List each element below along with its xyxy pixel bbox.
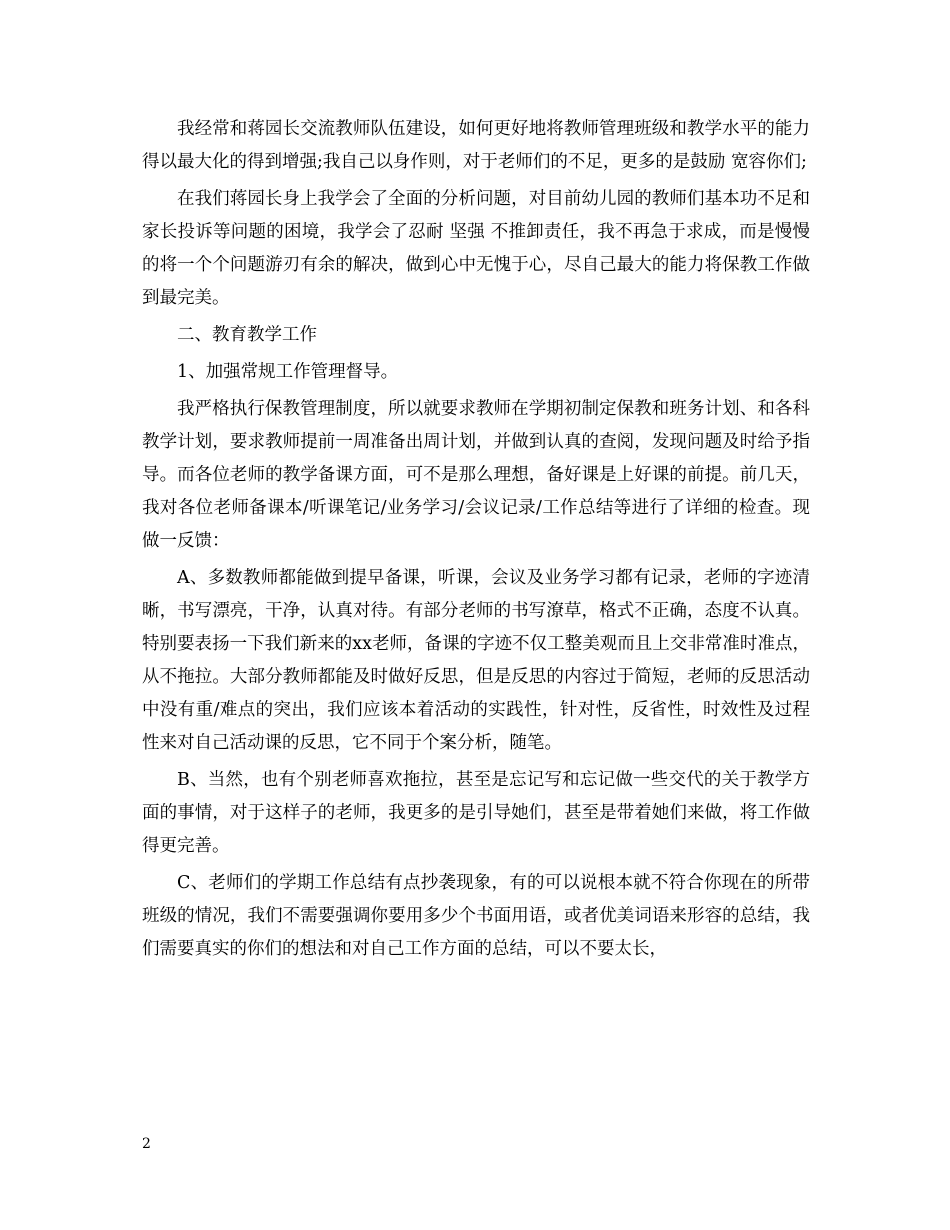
document-body	[142, 113, 810, 966]
page-number: 2	[142, 1136, 151, 1152]
section-heading: 二、教育教学工作	[177, 325, 317, 345]
paragraph-2: 在我们蒋园长身上我学会了全面的分析问题，对目前幼儿园的教师们基本功不足和家长投诉等问题的困境，我学会了忍耐 坚强 不推卸责任，我不再急于求成，而是慢慢的将一个个问题游刃有余的解决，做到心中无愧于心，尽自己最大的能力将保教工作做到最完美。	[142, 189, 810, 308]
paragraph-3: 我严格执行保教管理制度，所以就要求教师在学期初制定保教和班务计划、和各科教学计划，要求教师提前一周准备出周计划，并做到认真的查阅，发现问题及时给予指导。而各位老师的教学备课方面，可不是那么理想，备好课是上好课的前提。前几天，我对各位老师备课本/听课笔记/业务学习/会议记录/工作总结等进行了详细的检查。现做一反馈：	[142, 399, 810, 551]
paragraph-1: 我经常和蒋园长交流教师队伍建设，如何更好地将教师管理班级和教学水平的能力得以最大化的得到增强;我自己以身作则，对于老师们的不足，更多的是鼓励 宽容你们;	[142, 119, 810, 172]
subsection-heading: 1、加强常规工作管理督导。	[177, 362, 399, 382]
paragraph-c: C、老师们的学期工作总结有点抄袭现象，有的可以说根本就不符合你现在的所带班级的情况，我们不需要强调你要用多少个书面用语，或者优美词语来形容的总结，我们需要真实的你们的想法和对自己工作方面的总结，可以不要太长，	[142, 873, 810, 959]
paragraph-b: B、当然，也有个别老师喜欢拖拉，甚至是忘记写和忘记做一些交代的关于教学方面的事情，对于这样子的老师，我更多的是引导她们，甚至是带着她们来做，将工作做得更完善。	[142, 770, 810, 856]
paragraph-a: A、多数教师都能做到提早备课，听课，会议及业务学习都有记录，老师的字迹清晰，书写漂亮，干净，认真对待。有部分老师的书写潦草，格式不正确，态度不认真。 特别要表扬一下我们新来的xx老师，备课的字迹不仅工整美观而且上交非常准时准点，从不拖拉。大部分教师都能及时做好反思，但是反思的内容过于简短，老师的反思活动中没有重/难点的突出，我们应该本着活动的实践性，针对性，反省性，时效性及过程性来对自己活动课的反思，它不同于个案分析，随笔。	[142, 568, 810, 753]
